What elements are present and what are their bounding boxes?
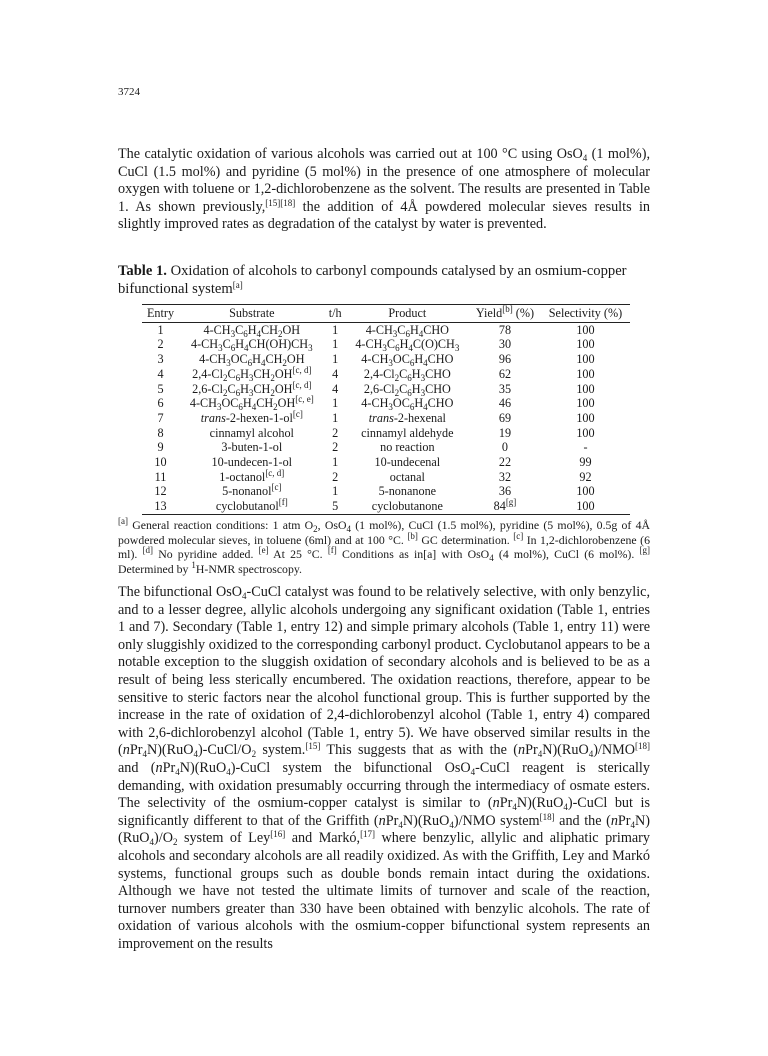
entry-cell: 6 xyxy=(157,396,164,411)
time-cell: 4 xyxy=(332,366,339,381)
product-cell: $4-CH_3C_6H_4CHO$ xyxy=(365,322,449,339)
yield-cell: 30 xyxy=(498,337,512,352)
time-cell: 2 xyxy=(332,425,339,440)
substrate-cell: $2,6-Cl_2C_6H_3CH_2OH[c, d]$ xyxy=(192,379,312,398)
selectivity-cell: 100 xyxy=(576,366,595,381)
yield-cell: 35 xyxy=(498,381,512,396)
time-cell: 1 xyxy=(332,322,339,337)
yield-cell: 62 xyxy=(498,366,512,381)
table-row xyxy=(142,499,630,514)
entry-cell: 2 xyxy=(157,337,164,352)
selectivity-cell: 100 xyxy=(576,322,595,337)
time-cell: 5 xyxy=(332,499,339,514)
product-cell: $4-CH_3OC_6H_4CHO$ xyxy=(361,352,454,369)
yield-cell: 84[g] xyxy=(493,497,517,514)
selectivity-cell: 100 xyxy=(576,396,595,411)
yield-cell: 46 xyxy=(498,396,512,411)
time-cell: 4 xyxy=(332,381,339,396)
time-cell: 1 xyxy=(332,484,339,499)
substrate-cell: $4-CH_3OC_6H_4CH_2OH[c, e]$ xyxy=(189,394,314,413)
header-product: Product xyxy=(388,306,427,320)
table-row xyxy=(142,337,630,352)
entry-cell: 3 xyxy=(157,352,164,367)
selectivity-cell: 100 xyxy=(576,410,595,425)
discussion-paragraph: The bifunctional OsO$_4$-CuCl catalyst was found to be relatively selective, with only benzylic, and to a lesser degree, allylic alcohols undergoing any significant oxidation (Table 1, entries 1 and 7). Secondary (Table 1, entry 12) and simple primary alcohols (Table 1, entry 11) were only sluggishly oxidized to the corresponding carbonyl product. Cyclobutanol appears to be a notable exception to the sluggish oxidation of secondary alcohols and is believed to be as a result of being less sterically encumbered. The oxidation reactions, therefore, appear to be sensitive to steric factors near the alcohol functional group. This is further supported by the increase in the rate of oxidation of 2,4-dichlorobenzyl alcohol (Table 1, entry 4) compared with 2,6-dichlorobenzyl alcohol (Table 1, entry 5). We have observed similar results in the $(nPr_4N)(RuO_4)-CuCl/O_2$ system.[15] This suggests that as with the (nPr$_4$N)(RuO$_4$)/NMO[18] and (nPr$_4$N)(RuO$_4$)-CuCl system the bifunctional OsO$_4$-CuCl reagent is sterically demanding, with oxidation presumably occurring through the intermediacy of osmate esters. The selectivity of the osmium-copper catalyst is similar to (nPr$_4$N)(RuO$_4$)-CuCl but is significantly different to that of the Griffith (nPr$_4$N)(RuO$_4$)/NMO system[18] and the $(nPr_4N)(RuO_4)/O_2$ system of Ley[16] and Markó,[17] where benzylic, allylic and aliphatic primary alcohols and secondary alcohols are all readily oxidized. As with the Griffith, Ley and Markó systems, functional groups such as double bonds remain intact during the oxidations. Although we have not tested the ultimate limits of turnover and scale of the reaction, turnover numbers greater than 330 have been obtained with benzylic alcohols. The rate of oxidation of various alcohols with the osmium-copper bifunctional system represents an improvement on the results xyxy=(118,584,651,952)
yield-cell: 96 xyxy=(498,352,512,367)
table-row xyxy=(142,352,630,367)
table-row xyxy=(142,440,630,455)
substrate-cell: cyclobutanol[f] xyxy=(215,497,288,514)
selectivity-cell: 100 xyxy=(576,425,595,440)
intro-paragraph: The catalytic oxidation of various alcohols was carried out at 100 °C using OsO$_4$ (1 mol%), CuCl (1.5 mol%) and pyridine (5 mol%) in the presence of one atmosphere of molecular oxygen with toluene or 1,2-dichlorobenzene as the solvent. The results are presented in Table 1. As shown previously,[15][18] the addition of 4Å powdered molecular sieves results in slightly improved rates as degradation of the catalyst by water is prevented. xyxy=(118,146,650,233)
entry-cell: 5 xyxy=(157,381,164,396)
time-cell: 2 xyxy=(332,469,339,484)
substrate-cell: $4-CH_3C_6H_4CH(OH)CH_3$ xyxy=(190,337,313,354)
table-caption: Table 1. Oxidation of alcohols to carbonyl compounds catalysed by an osmium-copper bifunctional system[a] xyxy=(118,263,627,297)
selectivity-cell: 100 xyxy=(576,484,595,499)
entry-cell: 13 xyxy=(154,499,167,514)
entry-cell: 8 xyxy=(157,425,164,440)
entry-cell: 10 xyxy=(154,455,167,470)
entry-cell: 11 xyxy=(154,469,167,484)
page-number: 3724 xyxy=(118,86,140,98)
entry-cell: 12 xyxy=(154,484,167,499)
selectivity-cell: 100 xyxy=(576,352,595,367)
entry-cell: 4 xyxy=(157,366,164,381)
table-row xyxy=(142,455,630,470)
table-row xyxy=(142,382,630,397)
results-table xyxy=(142,304,630,515)
table-row xyxy=(142,484,630,499)
time-cell: 1 xyxy=(332,455,339,470)
header-substrate: Substrate xyxy=(229,306,275,320)
table-row xyxy=(142,396,630,411)
time-cell: 1 xyxy=(332,352,339,367)
table-row xyxy=(142,470,630,485)
header-yield: Yield[b] (%) xyxy=(475,304,535,320)
time-cell: 1 xyxy=(332,410,339,425)
time-cell: 2 xyxy=(332,440,339,455)
product-cell: no reaction xyxy=(380,440,435,455)
substrate-cell: 3-buten-1-ol xyxy=(221,440,283,455)
yield-cell: 78 xyxy=(498,322,512,337)
product-cell: cyclobutanone xyxy=(371,499,443,514)
table-row xyxy=(142,322,630,337)
yield-cell: 19 xyxy=(498,425,512,440)
selectivity-cell: 92 xyxy=(579,469,592,484)
selectivity-cell: 100 xyxy=(576,381,595,396)
product-cell: trans-2-hexenal xyxy=(368,410,446,425)
time-cell: 1 xyxy=(332,337,339,352)
substrate-cell: 5-nonanol[c] xyxy=(222,482,282,499)
entry-cell: 7 xyxy=(157,410,164,425)
entry-cell: 9 xyxy=(157,440,164,455)
product-cell: $2,6-Cl_2C_6H_3CHO$ xyxy=(363,381,451,398)
product-cell: 5-nonanone xyxy=(378,484,437,499)
product-cell: 10-undecenal xyxy=(374,455,441,470)
substrate-cell: cinnamyl alcohol xyxy=(209,425,294,440)
table-caption-label: Table 1. xyxy=(118,263,167,279)
header-selectivity: Selectivity (%) xyxy=(548,306,623,320)
yield-cell: 69 xyxy=(498,410,512,425)
substrate-cell: 1-octanol[c, d] xyxy=(219,467,285,484)
product-cell: $4-CH_3OC_6H_4CHO$ xyxy=(361,396,454,413)
yield-cell: 22 xyxy=(498,455,512,470)
table-row xyxy=(142,411,630,426)
selectivity-cell: - xyxy=(583,440,588,455)
table-row xyxy=(142,426,630,441)
product-cell: octanal xyxy=(389,469,425,484)
selectivity-cell: 99 xyxy=(579,455,592,470)
substrate-cell: trans-2-hexen-1-ol[c] xyxy=(200,408,303,425)
header-time: t/h xyxy=(328,306,342,320)
substrate-cell: 10-undecen-1-ol xyxy=(211,455,293,470)
time-cell: 1 xyxy=(332,396,339,411)
selectivity-cell: 100 xyxy=(576,499,595,514)
selectivity-cell: 100 xyxy=(576,337,595,352)
substrate-cell: $4-CH_3C_6H_4CH_2OH$ xyxy=(203,322,301,339)
substrate-cell: $4-CH_3OC_6H_4CH_2OH$ xyxy=(199,352,305,369)
entry-cell: 1 xyxy=(157,322,164,337)
yield-cell: 32 xyxy=(498,469,512,484)
table-header-row xyxy=(142,305,630,323)
table-footnotes: [a] General reaction conditions: 1 atm $O_2$, OsO$_4$ (1 mol%), CuCl (1.5 mol%), pyridine (5 mol%), 0.5g of 4Å powdered molecular sieves, in toluene (6ml) and at 100 °C. [b] GC determination. [c] In 1,2-dichlorobenzene (6 ml). [d] No pyridine added. [e] At 25 °C. [f] Conditions as in[a] with OsO$_4$ (4 mol%), CuCl (6 mol%). [g] Determined by $^1$H-NMR spectroscopy. xyxy=(118,516,650,576)
yield-cell: 36 xyxy=(498,484,512,499)
product-cell: cinnamyl aldehyde xyxy=(361,425,454,440)
header-entry: Entry xyxy=(146,306,175,320)
product-cell: $2,4-Cl_2C_6H_3CHO$ xyxy=(363,366,451,383)
table-row xyxy=(142,367,630,382)
yield-cell: 0 xyxy=(501,440,509,455)
substrate-cell: $2,4-Cl_2C_6H_3CH_2OH[c, d]$ xyxy=(192,364,312,383)
product-cell: $4-CH_3C_6H_4C(O)CH_3$ xyxy=(355,337,460,354)
